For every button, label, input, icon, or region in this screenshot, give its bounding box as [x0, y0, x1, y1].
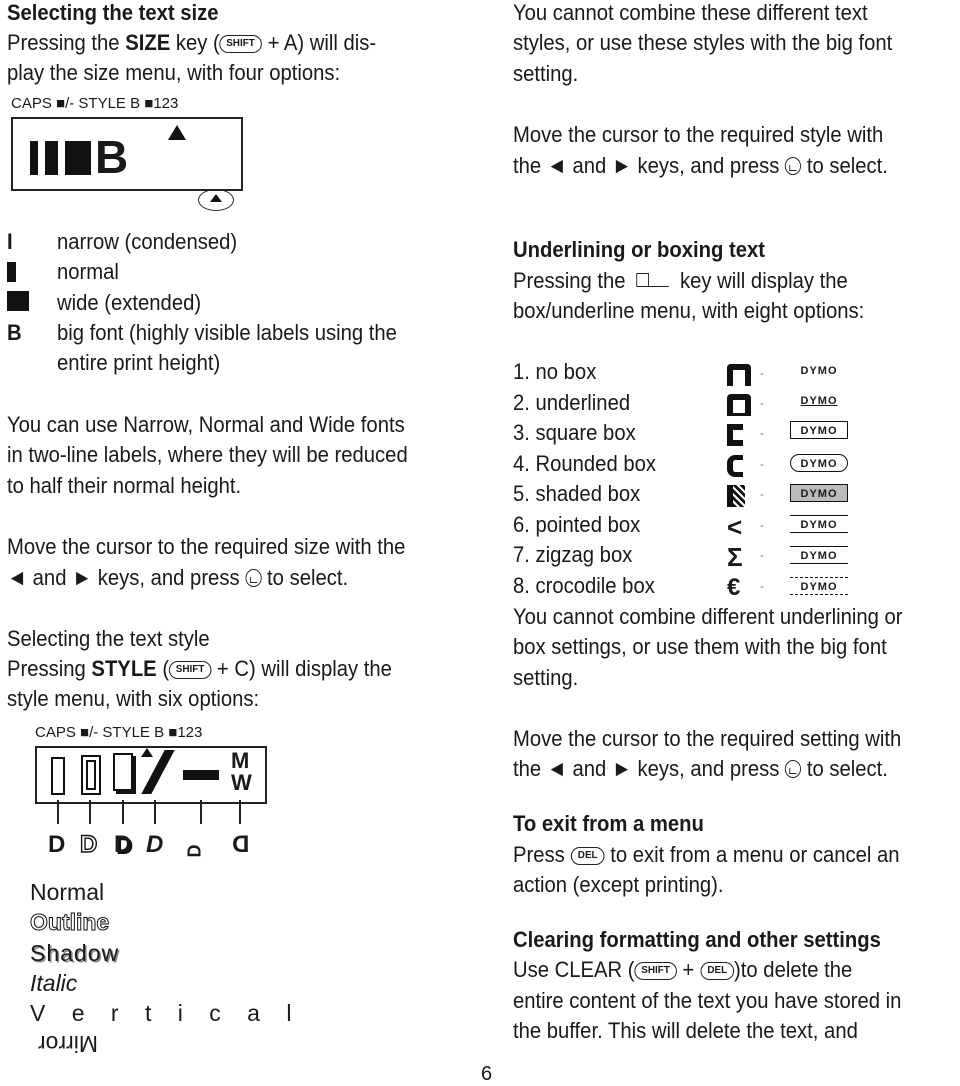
box-option-2: 2. underlined: [513, 390, 631, 415]
option-dash: -: [760, 396, 764, 410]
underline-heading: Underlining or boxing text: [513, 237, 765, 262]
dymo-sample-no-box: DYMO: [800, 365, 838, 377]
shift-key-icon: SHIFT: [169, 661, 211, 679]
box-option-4: 4. Rounded box: [513, 451, 656, 476]
style-paragraph-line-2: style menu, with six options:: [7, 686, 260, 711]
style-sample-outline: Outline: [30, 909, 110, 935]
crocodile-box-icon: €: [727, 574, 741, 601]
enter-key-icon: [785, 157, 801, 175]
style-sample-vertical: V e r t i c a l: [30, 1000, 302, 1026]
style-d-mirror: D: [232, 831, 250, 858]
normal-glyph-icon: [45, 141, 58, 175]
pointed-box-icon: <: [727, 512, 743, 542]
combine-box-line-2: box settings, or use them with the big font: [513, 634, 887, 659]
tick: [154, 800, 156, 824]
clear-paragraph-line-2: entire content of the text you have stored in: [513, 988, 902, 1013]
option-dash: -: [760, 579, 764, 593]
enter-key-icon: [785, 760, 801, 778]
clear-paragraph-line-1: Use CLEAR ( SHIFT + DEL )to delete the: [513, 957, 853, 982]
wide-glyph-icon: [65, 141, 91, 175]
box-key-icon: [637, 273, 650, 287]
box-option-5: 5. shaded box: [513, 481, 641, 506]
size-lcd-indicators: CAPS ■/- STYLE B ■123: [11, 95, 179, 112]
style-lcd-indicators: CAPS ■/- STYLE B ■123: [35, 724, 203, 741]
style-normal-lcd-icon: [51, 757, 65, 795]
dymo-sample-shaded: DYMO: [790, 484, 848, 502]
size-option-big: big font (highly visible labels using the: [57, 320, 397, 345]
underline-paragraph-line-2: box/underline menu, with eight options:: [513, 298, 865, 323]
del-key-icon: DEL: [571, 847, 605, 865]
size-option-normal: normal: [57, 259, 119, 284]
underline-paragraph-line-1: Pressing the key will display the: [513, 268, 848, 293]
big-font-glyph-icon: B: [95, 131, 129, 183]
option-dash: -: [760, 457, 764, 471]
page-number: 6: [481, 1063, 493, 1085]
dymo-sample-rounded: DYMO: [790, 454, 848, 472]
size-lcd-display: [11, 117, 243, 191]
style-heading: Selecting the text style: [7, 626, 210, 651]
style-outline-lcd-icon: [81, 755, 101, 795]
square-box-icon: [727, 424, 743, 446]
option-dash: -: [760, 426, 764, 440]
box-option-1: 1. no box: [513, 359, 597, 384]
dymo-sample-square: DYMO: [790, 421, 848, 439]
style-shadow-lcd-icon: [113, 753, 133, 791]
move-style-line-2: the ◄ and ► keys, and press to select.: [513, 153, 888, 178]
dymo-sample-crocodile: DYMO: [790, 577, 848, 595]
narrow-glyph-icon: [30, 141, 38, 175]
cursor-arrow-icon: [168, 125, 186, 140]
shift-round-icon: [198, 189, 234, 211]
del-key-icon: DEL: [700, 962, 734, 980]
box-option-3: 3. square box: [513, 420, 636, 445]
no-box-icon: [727, 364, 751, 386]
size-option-wide: wide (extended): [57, 290, 202, 315]
tick: [200, 800, 202, 824]
style-d-normal: D: [48, 831, 66, 858]
size-heading: Selecting the text size: [7, 0, 219, 25]
zigzag-box-icon: Σ: [727, 542, 743, 572]
intro-line-1: You cannot combine these different text: [513, 0, 868, 25]
underlined-icon: [727, 394, 751, 416]
size-option-narrow: narrow (condensed): [57, 229, 238, 254]
size-option-symbol-normal: [7, 262, 16, 282]
intro-line-2: styles, or use these styles with the big font: [513, 30, 893, 55]
option-dash: -: [760, 366, 764, 380]
tick: [239, 800, 241, 824]
style-d-vertical: D: [184, 844, 205, 858]
tick: [57, 800, 59, 824]
underline-key-icon: [649, 272, 669, 287]
size-paragraph-line-2: play the size menu, with four options:: [7, 60, 341, 85]
exit-heading: To exit from a menu: [513, 811, 704, 836]
style-sample-shadow: Shadow: [30, 940, 120, 966]
size-option-symbol-big: B: [7, 320, 22, 345]
style-cursor-icon: [141, 748, 153, 757]
dymo-sample-zigzag: DYMO: [790, 546, 848, 564]
clear-heading: Clearing formatting and other settings: [513, 927, 881, 952]
exit-paragraph-line-1: Press DEL to exit from a menu or cancel an: [513, 842, 900, 867]
dymo-sample-underlined: DYMO: [800, 395, 838, 407]
combine-box-line-3: setting.: [513, 665, 579, 690]
move-setting-line-2: the ◄ and ► keys, and press to select.: [513, 756, 888, 781]
option-dash: -: [760, 518, 764, 532]
fonts-paragraph-line-3: to half their normal height.: [7, 473, 242, 498]
rounded-box-icon: [727, 455, 743, 477]
box-option-6: 6. pointed box: [513, 512, 641, 537]
shaded-box-icon: [727, 485, 745, 507]
move-setting-line-1: Move the cursor to the required setting with: [513, 726, 902, 751]
clear-paragraph-line-3: the buffer. This will delete the text, and: [513, 1018, 858, 1043]
size-option-symbol-wide: [7, 291, 29, 311]
size-option-big-cont: entire print height): [57, 350, 221, 375]
style-vertical-lcd-icon: [183, 770, 219, 780]
combine-box-line-1: You cannot combine different underlining or: [513, 604, 903, 629]
size-option-symbol-narrow: I: [7, 229, 13, 254]
style-sample-italic: Italic: [30, 970, 78, 996]
style-sample-mirror: Mirror: [37, 1031, 98, 1057]
style-paragraph-line-1: Pressing STYLE ( SHIFT + C) will display the: [7, 656, 392, 681]
move-style-line-1: Move the cursor to the required style with: [513, 122, 884, 147]
option-dash: -: [760, 487, 764, 501]
style-d-italic: D: [146, 831, 164, 858]
move-size-line-2: ◄ and ► keys, and press to select.: [7, 565, 349, 590]
exit-paragraph-line-2: action (except printing).: [513, 872, 724, 897]
style-key-label: STYLE: [91, 656, 157, 681]
style-connector-line: [36, 802, 246, 825]
enter-key-icon: [245, 569, 261, 587]
shift-key-icon: SHIFT: [634, 962, 676, 980]
style-d-shadow: D: [114, 831, 132, 858]
box-option-8: 8. crocodile box: [513, 573, 655, 598]
move-size-line-1: Move the cursor to the required size with the: [7, 534, 406, 559]
style-d-outline: D: [80, 831, 98, 858]
dymo-sample-pointed: DYMO: [790, 515, 848, 533]
option-dash: -: [760, 548, 764, 562]
tick: [122, 800, 124, 824]
box-option-7: 7. zigzag box: [513, 542, 633, 567]
size-key-label: SIZE: [125, 30, 171, 55]
intro-line-3: setting.: [513, 61, 579, 86]
size-paragraph-line-1: Pressing the SIZE key ( SHIFT + A) will dis-: [7, 30, 377, 55]
fonts-paragraph-line-1: You can use Narrow, Normal and Wide fonts: [7, 412, 405, 437]
style-mirror-lcd-icon: M W: [231, 748, 252, 795]
style-sample-normal: Normal: [30, 879, 105, 905]
fonts-paragraph-line-2: in two-line labels, where they will be reduced: [7, 442, 408, 467]
tick: [89, 800, 91, 824]
shift-key-icon: SHIFT: [220, 35, 262, 53]
